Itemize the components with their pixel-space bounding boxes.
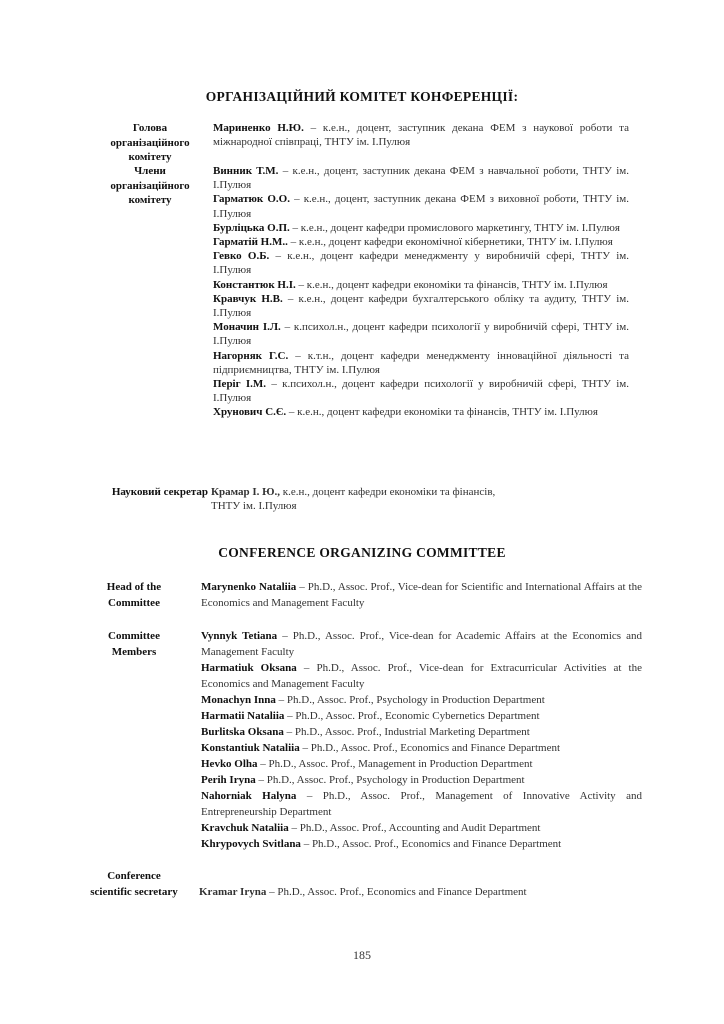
- ua-head-desc: – к.е.н., доцент, заступник декана ФЕМ з наукової роботи та міжнародної співпраці, ТНТУ ім. І.Пулюя: [213, 122, 630, 149]
- en-member-entry: Konstantiuk Nataliia – Ph.D., Assoc. Prof., Economics and Finance Department: [201, 742, 561, 754]
- ua-members-list: [213, 164, 629, 420]
- page-number: 185: [353, 948, 371, 962]
- ua-secretary-label: Науковий секретар: [111, 486, 208, 498]
- en-members-list: [201, 628, 642, 852]
- en-head-desc: – Ph.D., Assoc. Prof., Vice-dean for Scientific and International Affairs at the Economics and Management Faculty: [201, 581, 642, 609]
- en-head-entry: [201, 579, 642, 611]
- ua-head-label: Голова організаційного комітету: [110, 122, 190, 163]
- en-members-label: Committee Members: [108, 630, 160, 658]
- en-member-entry: Hevko Olha – Ph.D., Assoc. Prof., Management in Production Department: [201, 758, 533, 770]
- ua-member-entry: Гарматюк О.О. – к.е.н., доцент, заступник декана ФЕМ з виховної роботи, ТНТУ ім. І.Пулюя: [213, 193, 629, 220]
- ua-member-entry: Кравчук Н.В. – к.е.н., доцент кафедри бухгалтерського обліку та аудиту, ТНТУ ім. І.Пулюя: [213, 292, 629, 320]
- en-secretary-label: Conference scientific secretary: [90, 870, 178, 898]
- en-committee-heading: CONFERENCE ORGANIZING COMMITTEE: [218, 545, 506, 560]
- ua-secretary-entry: Крамар І. Ю., к.е.н., доцент кафедри економіки та фінансів, ТНТУ ім. І.Пулюя: [211, 486, 496, 513]
- en-secretary-entry: Kramar Iryna – Ph.D., Assoc. Prof., Economics and Finance Department: [199, 886, 527, 898]
- ua-member-entry: Винник Т.М. – к.е.н., доцент, заступник декана ФЕМ з навчальної роботи, ТНТУ ім. І.Пулюя: [213, 165, 629, 192]
- en-member-entry: Nahorniak Halyna – Ph.D., Assoc. Prof., Management of Innovative Activity and Entrepreneurship Department: [201, 790, 642, 818]
- ua-committee-heading: ОРГАНІЗАЦІЙНИЙ КОМІТЕТ КОНФЕРЕНЦІЇ:: [205, 89, 519, 104]
- ua-members-label: Члени організаційного комітету: [110, 165, 190, 206]
- en-member-entry: Harmatii Nataliia – Ph.D., Assoc. Prof., Economic Cybernetics Department: [201, 710, 540, 722]
- en-head-label: Head of the Committee: [106, 581, 162, 609]
- ua-member-entry: Гарматій Н.М.. – к.е.н., доцент кафедри економічної кібернетики, ТНТУ ім. І.Пулюя: [213, 236, 613, 249]
- ua-secretary-name: Крамар І. Ю.,: [211, 486, 281, 498]
- en-member-entry: Perih Iryna – Ph.D., Assoc. Prof., Psychology in Production Department: [201, 774, 525, 786]
- ua-head-entry: [213, 121, 629, 149]
- en-member-entry: Kravchuk Nataliia – Ph.D., Assoc. Prof., Accounting and Audit Department: [201, 822, 541, 834]
- ua-member-entry: Моначин І.Л. – к.психол.н., доцент кафедри психології у виробничій сфері, ТНТУ ім. І.Пулюя: [213, 321, 629, 348]
- ua-member-entry: Константюк Н.І. – к.е.н., доцент кафедри економіки та фінансів, ТНТУ ім. І.Пулюя: [213, 278, 608, 291]
- ua-head-name: Мариненко Н.Ю.: [213, 122, 304, 134]
- ua-member-entry: Періг І.М. – к.психол.н., доцент кафедри психології у виробничій сфері, ТНТУ ім. І.Пулюя: [213, 378, 629, 405]
- en-member-entry: Khrypovych Svitlana – Ph.D., Assoc. Prof., Economics and Finance Department: [201, 838, 562, 850]
- en-member-entry: Vynnyk Tetiana – Ph.D., Assoc. Prof., Vice-dean for Academic Affairs at the Economics and Management Faculty: [201, 630, 642, 658]
- en-member-entry: Monachyn Inna – Ph.D., Assoc. Prof., Psychology in Production Department: [201, 694, 545, 706]
- en-member-entry: Harmatiuk Oksana – Ph.D., Assoc. Prof., Vice-dean for Extracurricular Activities at the Economics and Management Faculty: [201, 662, 642, 690]
- ua-member-entry: Хрунович С.Є. – к.е.н., доцент кафедри економіки та фінансів, ТНТУ ім. І.Пулюя: [213, 406, 598, 419]
- ua-member-entry: Гевко О.Б. – к.е.н., доцент кафедри менеджменту у виробничій сфері, ТНТУ ім. І.Пулюя: [213, 250, 629, 277]
- en-head-name: Marynenko Nataliia: [201, 581, 297, 593]
- en-secretary-name: Kramar Iryna: [199, 886, 267, 898]
- en-member-entry: Burlitska Oksana – Ph.D., Assoc. Prof., Industrial Marketing Department: [201, 726, 530, 738]
- ua-member-entry: Бурліцька О.П. – к.е.н., доцент кафедри промислового маркетингу, ТНТУ ім. І.Пулюя: [213, 221, 620, 234]
- ua-member-entry: Нагорняк Г.С. – к.т.н., доцент кафедри менеджменту інноваційної діяльності та підприємництва, ТНТУ ім. І.Пулюя: [213, 349, 629, 376]
